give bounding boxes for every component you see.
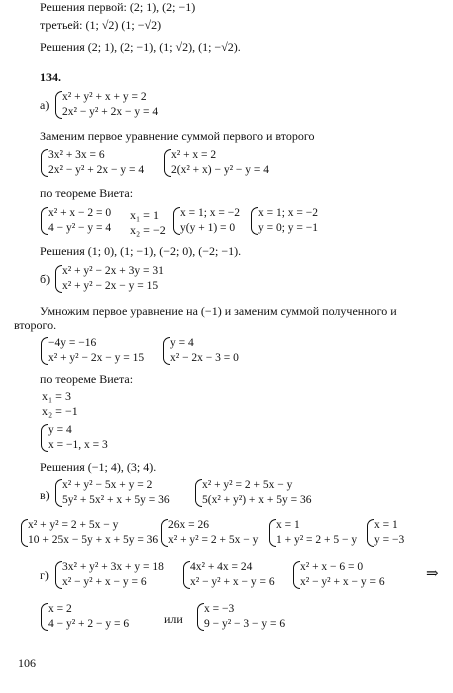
part-b-text-2: по теореме Виета:	[40, 372, 134, 386]
part-d-or: или	[164, 612, 183, 626]
part-a-system-2: 3x² + 3x = 6 2x² − y² + 2x − y = 4	[40, 148, 144, 178]
part-b-system-3: y = 4 x² − 2x − 3 = 0	[162, 336, 239, 366]
prev-solutions-first: Решения первой: (2; 1), (2; −1)	[40, 0, 196, 14]
part-c-system-1: x² + y² − 5x + y = 2 5y² + 5x² + x + 5y = 36	[54, 478, 170, 508]
part-a-system-1: x² + y² + x + y = 2 2x² − y² + 2x − y = 4	[54, 90, 158, 120]
implies-arrow-icon: ⇒	[426, 566, 439, 582]
part-a-text-1: Заменим первое уравнение суммой первого и второго	[40, 129, 315, 143]
problem-number: 134.	[40, 70, 61, 84]
part-d-system-5: x = −3 9 − y² − 3 − y = 6	[196, 602, 285, 632]
part-c-system-6: x = 1 y = −3	[366, 518, 404, 548]
part-a-system-5: x = 1; x = −2 y(y + 1) = 0	[172, 206, 240, 236]
part-b-root-1: x₁ = 3	[42, 389, 71, 403]
prev-answer: Решения (2; 1), (2; −1), (1; √2), (1; −√2).	[40, 40, 241, 54]
part-b-text-1b: второго.	[14, 318, 57, 332]
part-b-text-1a: Умножим первое уравнение на (−1) и заменим суммой полученного и	[40, 304, 397, 318]
part-a-answer: Решения (1; 0), (1; −1), (−2; 0), (−2; −1).	[40, 244, 242, 258]
part-d-system-4: x = 2 4 − y² + 2 − y = 6	[40, 602, 129, 632]
part-a-text-2: по теореме Виета:	[40, 186, 134, 200]
part-d-system-3: x² + x − 6 = 0 x² − y² + x − y = 6	[292, 560, 385, 590]
part-b-answer: Решения (−1; 4), (3; 4).	[40, 460, 157, 474]
page-number: 106	[18, 656, 36, 670]
part-a-system-3: x² + x = 2 2(x² + x) − y² − y = 4	[163, 148, 269, 178]
part-a-system-4: x² + x − 2 = 0 4 − y² − y = 4	[40, 206, 111, 236]
part-d-system-1: 3x² + y² + 3x + y = 18 x² − y² + x − y = 6	[54, 560, 164, 590]
part-a-system-6: x = 1; x = −2 y = 0; y = −1	[250, 206, 318, 236]
part-c-system-3: x² + y² = 2 + 5x − y 10 + 25x − 5y + x + 5y = 36	[20, 518, 158, 548]
part-b-label: б)	[40, 272, 51, 286]
part-c-label: в)	[40, 488, 50, 502]
part-c-system-4: 26x = 26 x² + y² = 2 + 5x − y	[160, 518, 258, 548]
part-b-system-1: x² + y² − 2x + 3y = 31 x² + y² − 2x − y = 15	[54, 264, 164, 294]
part-b-system-4: y = 4 x = −1, x = 3	[40, 423, 108, 453]
part-a-roots: x₁ = 1 x₂ = −2	[130, 208, 166, 237]
part-b-system-2: −4y = −16 x² + y² − 2x − y = 15	[40, 336, 144, 366]
part-b-root-2: x₂ = −1	[42, 404, 78, 418]
part-d-label: г)	[40, 568, 49, 582]
part-c-system-5: x = 1 1 + y² = 2 + 5 − y	[268, 518, 357, 548]
part-a-label: а)	[40, 98, 50, 112]
part-d-system-2: 4x² + 4x = 24 x² − y² + x − y = 6	[182, 560, 275, 590]
part-c-system-2: x² + y² = 2 + 5x − y 5(x² + y²) + x + 5y = 36	[194, 478, 312, 508]
prev-solutions-third: третьей: (1; √2) (1; −√2)	[40, 18, 162, 32]
